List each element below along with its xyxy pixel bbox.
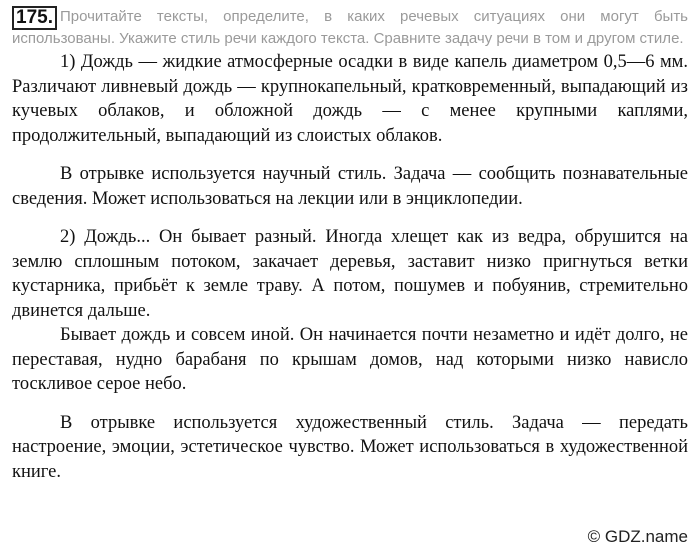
- task-instruction-block: [12, 6, 688, 47]
- task-instruction: Прочитайте тексты, определите, в каких речевых ситуациях они могут быть использованы. Укажите стиль речи каждого текста. Сравните задачу речи в том и другом стиле.: [12, 8, 688, 47]
- text-1-paragraph: 1) Дождь — жидкие атмосферные осадки в виде капель диаметром 0,5—6 мм. Различают ливневый дождь — крупнокапельный, кратковременный, выпадающий из кучевых облаков, и обложной дождь — с менее крупными каплями, продолжительный, выпадающий из слоистых облаков.: [12, 52, 688, 146]
- task-number: 175.: [12, 6, 57, 30]
- text-2-answer: В отрывке используется художественный стиль. Задача — передать настроение, эмоции, эстетическое чувство. Может использоваться в художественной книге.: [12, 412, 688, 482]
- text-2-paragraph-2: Бывает дождь и совсем иной. Он начинается почти незаметно и идёт долго, не переставая, нудно барабаня по крышам домов, над которыми низко нависло тоскливое серое небо.: [12, 325, 688, 394]
- watermark: © GDZ.name: [582, 527, 688, 547]
- text-2-paragraph-1: 2) Дождь... Он бывает разный. Иногда хлещет как из ведра, обрушится на землю сплошным потоком, закачает деревья, заставит низко пригнуться ветки кустарника, прибьёт к земле траву. А потом, пошумев и побуянив, стремительно двинется дальше.: [12, 227, 688, 321]
- text-2: [12, 225, 688, 397]
- text-1: [12, 50, 688, 148]
- text-1-answer: В отрывке используется научный стиль. Задача — сообщить познавательные сведения. Может использоваться на лекции или в энциклопедии.: [12, 164, 688, 209]
